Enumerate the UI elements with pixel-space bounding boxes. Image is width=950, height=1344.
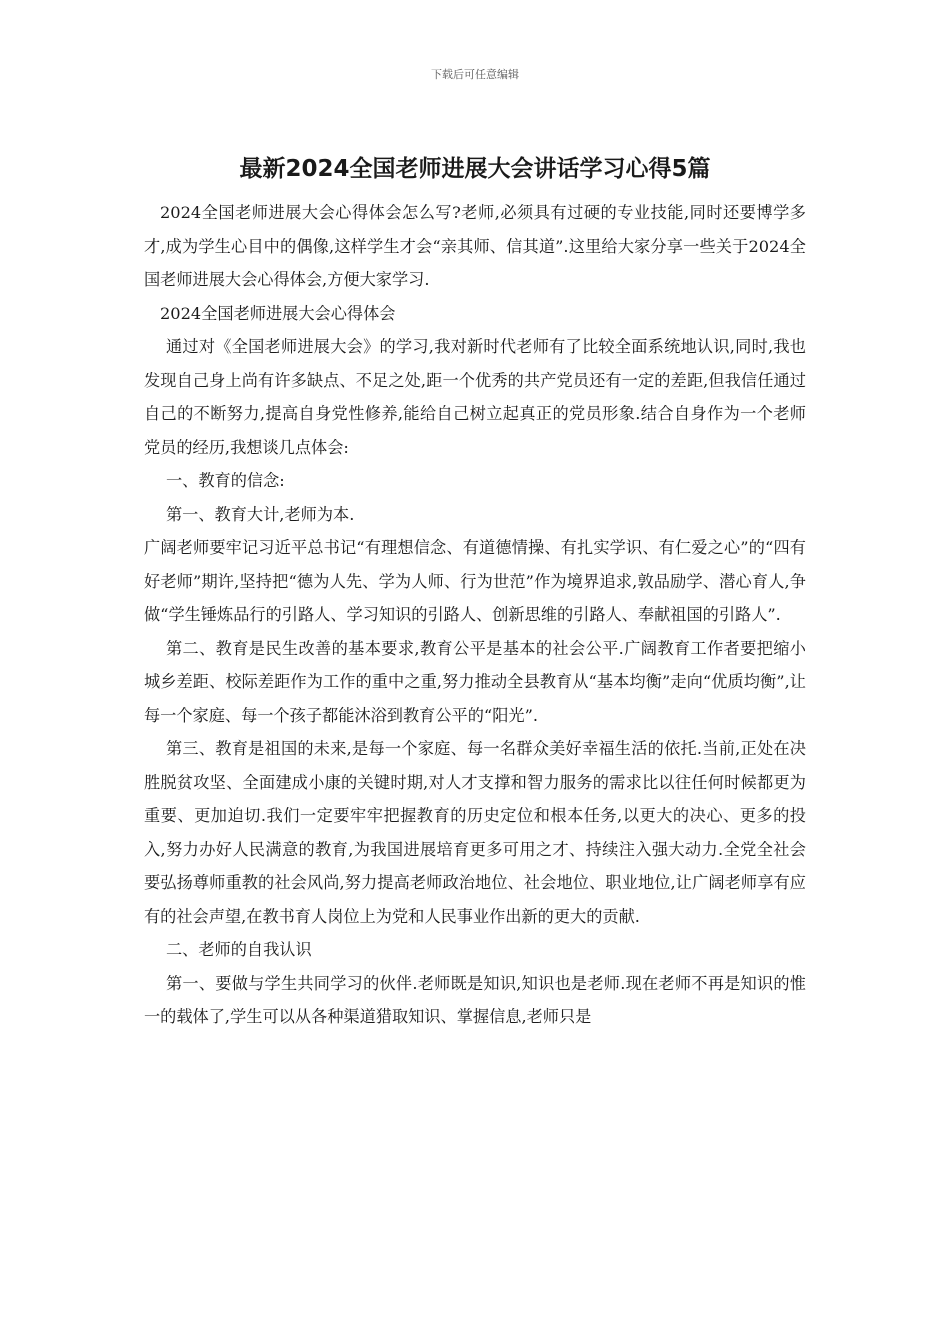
paragraph-study: 通过对《全国老师进展大会》的学习,我对新时代老师有了比较全面系统地认识,同时,我也发现自己身上尚有许多缺点、不足之处,距一个优秀的共产党员还有一定的差距,但我信任通过自己的不断努力,提高自身党性修养,能给自己树立起真正的党员形象.结合自身作为一个老师党员的经历,我想谈几点体会: — [144, 337, 806, 457]
document-title: 最新2024全国老师进展大会讲话学习心得5篇 — [239, 156, 711, 182]
paragraph-subtitle: 2024全国老师进展大会心得体会 — [160, 303, 396, 323]
paragraph-third-point: 第三、教育是祖国的未来,是每一个家庭、每一名群众美好幸福生活的依托.当前,正处在决胜脱贫攻坚、全面建成小康的关键时期,对人才支撑和智力服务的需求比以往任何时候都更为重要、更加迫切.我们一定要牢牢把握教育的历史定位和根本任务,以更大的决心、更多的投入,努力办好人民满意的教育,为我国进展培育更多可用之才、持续注入强大动力.全党全社会要弘扬尊师重教的社会风尚,努力提高老师政治地位、社会地位、职业地位,让广阔老师享有应有的社会声望,在教书育人岗位上为党和人民事业作出新的更大的贡献. — [144, 739, 806, 926]
paragraph-second-point: 第二、教育是民生改善的基本要求,教育公平是基本的社会公平.广阔教育工作者要把缩小城乡差距、校际差距作为工作的重中之重,努力推动全县教育从“基本均衡”走向“优质均衡”,让每一个家庭、每一个孩子都能沐浴到教育公平的“阳光”. — [144, 638, 806, 725]
paragraph-first-point: 第一、教育大计,老师为本. — [166, 504, 355, 524]
paragraph-intro: 2024全国老师进展大会心得体会怎么写?老师,必须具有过硬的专业技能,同时还要博学多才,成为学生心目中的偶像,这样学生才会“亲其师、信其道”.这里给大家分享一些关于2024全国老师进展大会心得体会,方便大家学习. — [144, 203, 806, 289]
header-note: 下载后可任意编辑 — [431, 68, 519, 81]
section-heading-2: 二、老师的自我认识 — [166, 940, 312, 959]
paragraph-four-good-teachers: 广阔老师要牢记习近平总书记“有理想信念、有道德情操、有扎实学识、有仁爱之心”的“四有好老师”期许,坚持把“德为人先、学为人师、行为世范”作为境界追求,敦品励学、潜心育人,争做“学生锤炼品行的引路人、学习知识的引路人、创新思维的引路人、奉献祖国的引路人”. — [144, 538, 806, 624]
document-body — [144, 196, 806, 1034]
section-heading-1: 一、教育的信念: — [166, 471, 285, 490]
paragraph-learning-partner: 第一、要做与学生共同学习的伙伴.老师既是知识,知识也是老师.现在老师不再是知识的惟一的载体了,学生可以从各种渠道猎取知识、掌握信息,老师只是 — [144, 973, 806, 1026]
